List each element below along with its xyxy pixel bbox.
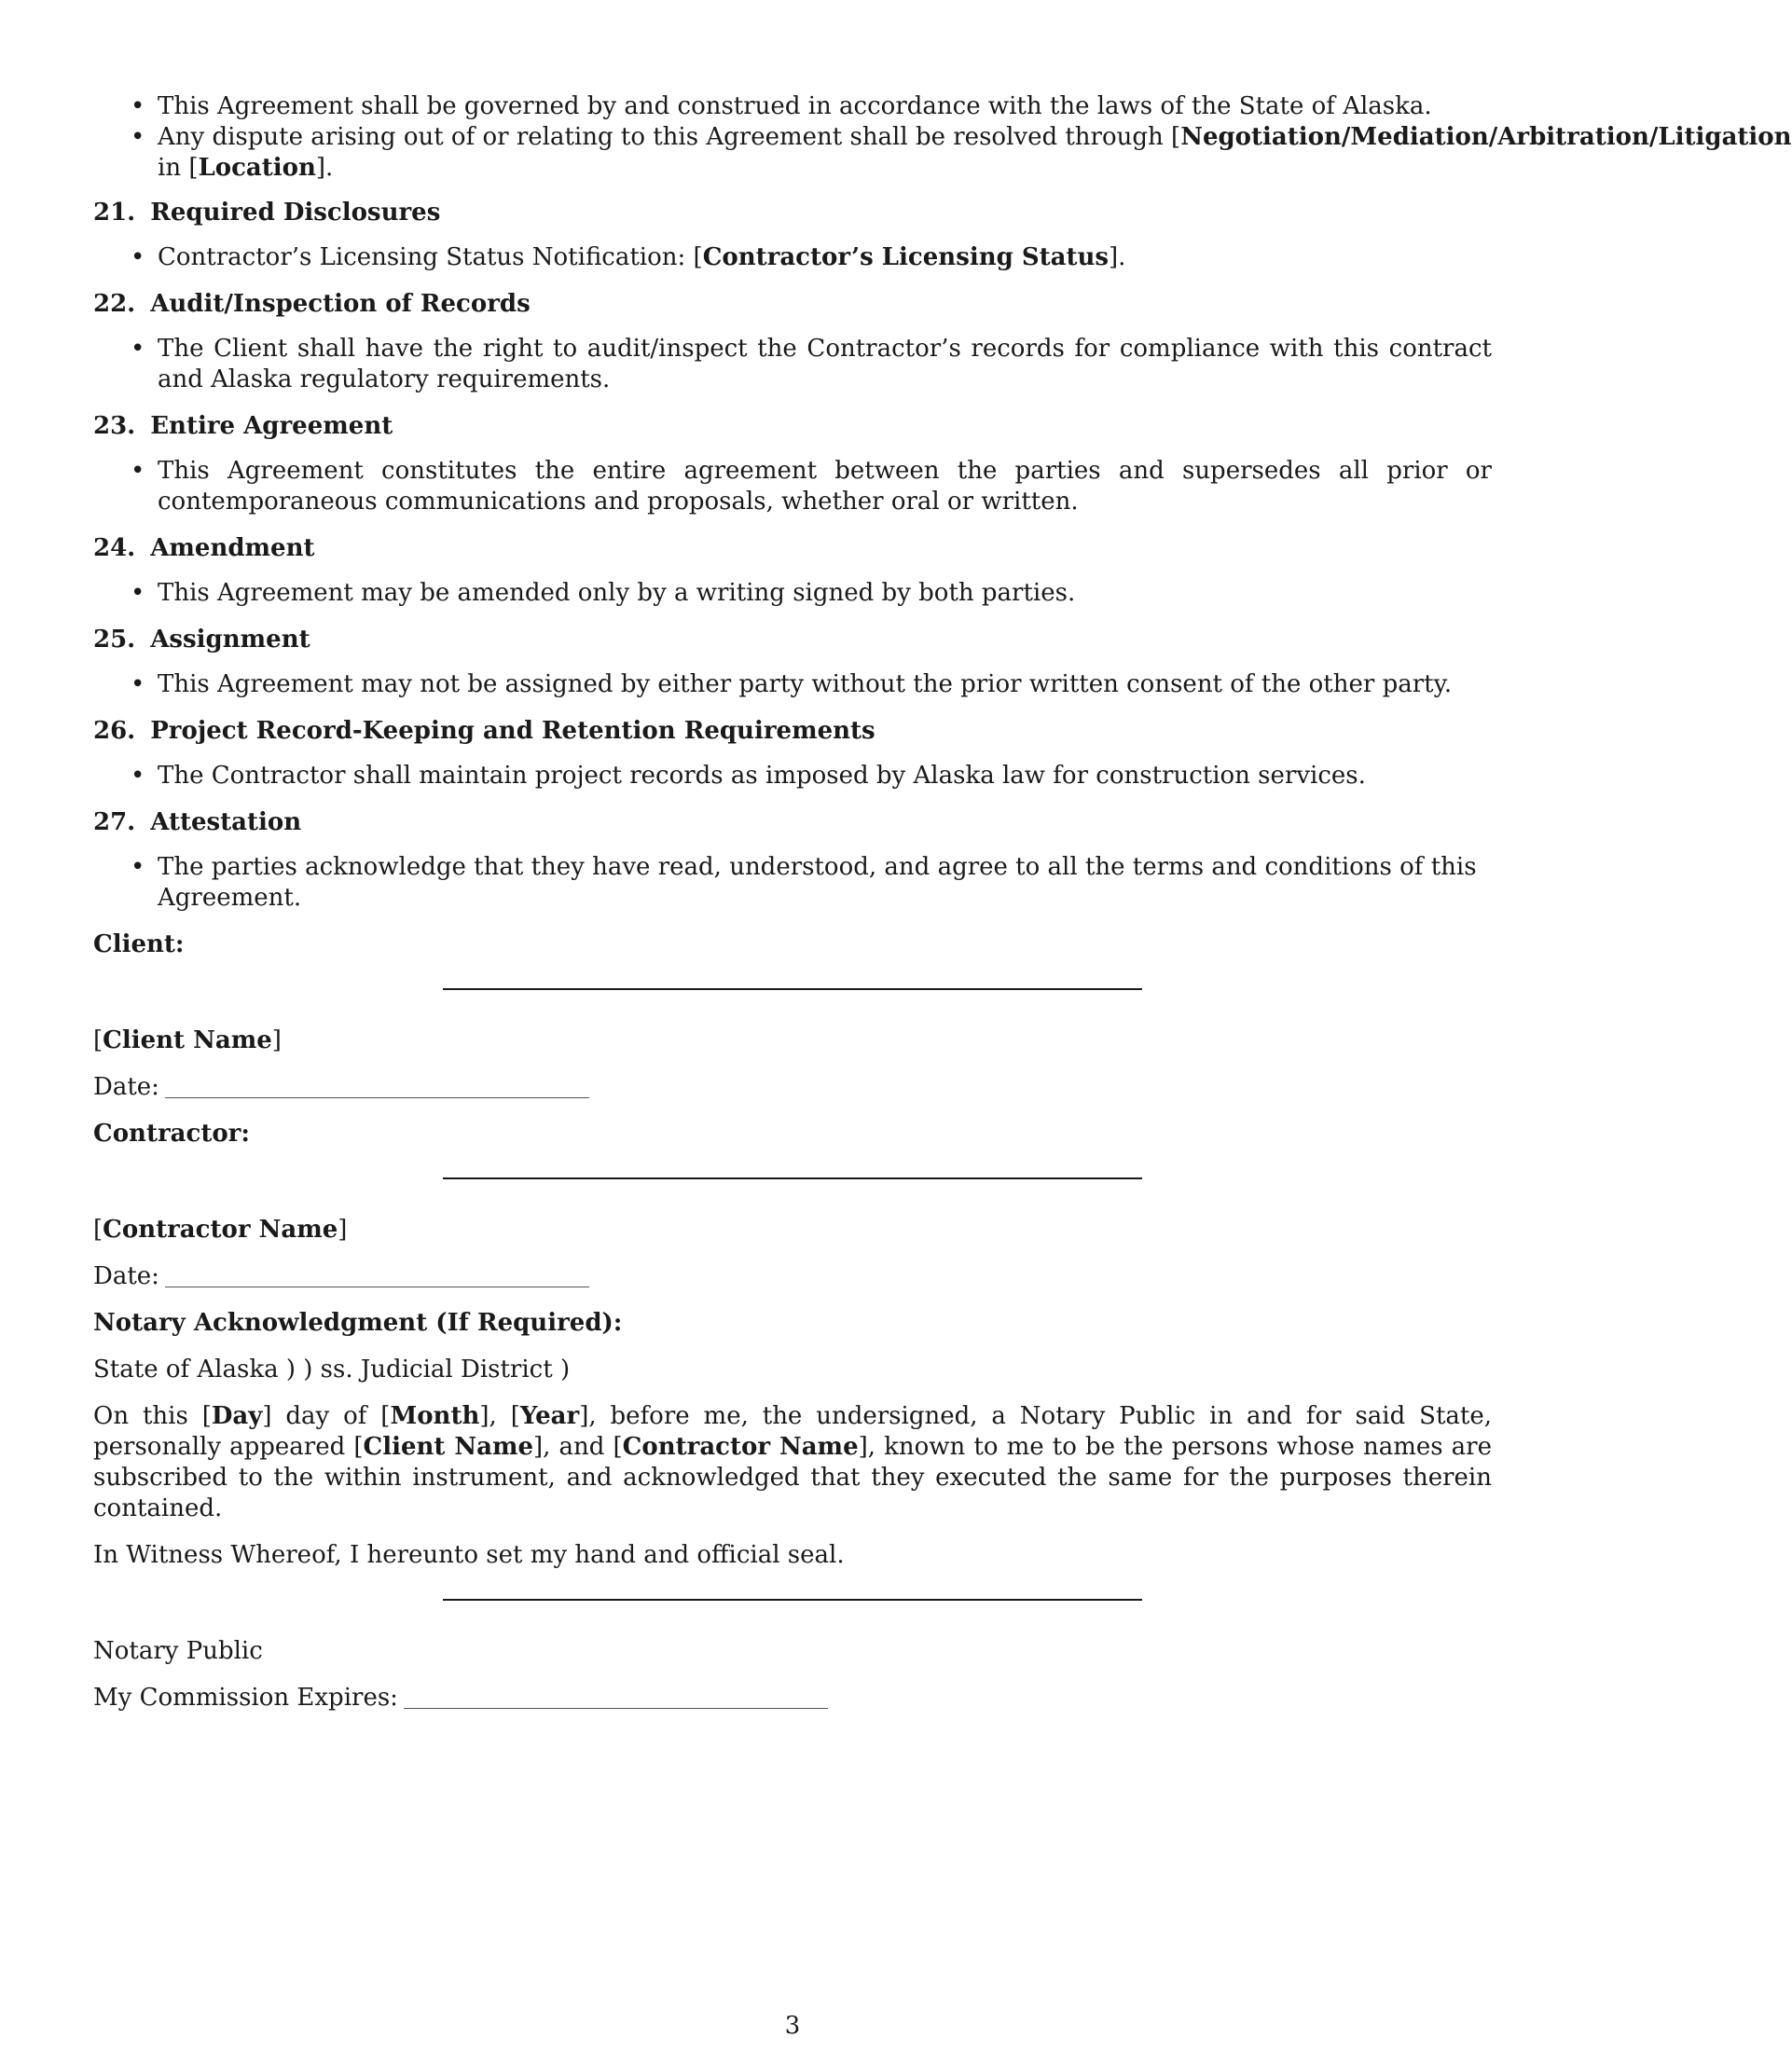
contractor-date-field[interactable] [165, 1264, 589, 1287]
section-21-heading: 21. Required Disclosures [93, 199, 441, 227]
section-22-heading: 22. Audit/Inspection of Records [93, 290, 531, 318]
section-22 [93, 289, 1492, 395]
section-27 [93, 807, 1492, 914]
notary-signature-line[interactable] [443, 1599, 1142, 1601]
dispute-resolution-item: • Any dispute arising out of or relating to this Agreement shall be resolved through [Negotiation/Mediation/Arbitration/Litigation in [Location]. [93, 122, 1492, 184]
contractor-label: Contractor: [93, 1120, 250, 1148]
governing-law-bullets [93, 91, 1792, 184]
section-27-heading: 27. Attestation [93, 808, 302, 836]
section-26 [93, 716, 1492, 791]
contractor-date-row: Date: [93, 1261, 1492, 1292]
section-23-heading: 23. Entire Agreement [93, 412, 393, 440]
month-placeholder: Month [390, 1402, 480, 1430]
page-content [93, 91, 1792, 1714]
contractor-signature-line[interactable] [443, 1177, 1142, 1179]
commission-row: My Commission Expires: [93, 1683, 1492, 1714]
section-26-heading: 26. Project Record-Keeping and Retention Requirements [93, 717, 875, 745]
location-placeholder: Location [198, 154, 316, 182]
day-placeholder: Day [211, 1402, 263, 1430]
section-22-item: • The Client shall have the right to audit/inspect the Contractor’s records for compliance with this contract and Alaska regulatory requirements. [93, 334, 1492, 395]
notary-venue: State of Alaska ) ) ss. Judicial District ) [93, 1356, 571, 1383]
client-name-placeholder: [Client Name] [93, 1026, 282, 1054]
notary-public-label: Notary Public [93, 1637, 263, 1665]
notary-paragraph: On this [Day] day of [Month], [Year], before me, the undersigned, a Notary Public in and for said State, personally appeared [Client Name], and [Contractor Name], known to me to be the persons whose names are subscribed to the within instrument, and acknowledged that they executed the same for the purposes therein contained. [93, 1402, 1493, 1522]
section-21-item: • Contractor’s Licensing Status Notification: [Contractor’s Licensing Status]. [93, 242, 1492, 273]
section-25-item: • This Agreement may not be assigned by either party without the prior written consent of the other party. [93, 669, 1492, 700]
section-24-heading: 24. Amendment [93, 534, 315, 562]
section-23 [93, 411, 1492, 517]
section-27-item: • The parties acknowledge that they have read, understood, and agree to all the terms and conditions of this Agreement. [93, 852, 1492, 914]
section-24-item: • This Agreement may be amended only by a writing signed by both parties. [93, 578, 1492, 609]
section-23-item: • This Agreement constitutes the entire agreement between the parties and supersedes all prior or contemporaneous communications and proposals, whether oral or written. [93, 456, 1492, 517]
client-date-field[interactable] [165, 1075, 589, 1098]
contractor-name-placeholder: [Contractor Name] [93, 1216, 348, 1244]
notary-client-name-placeholder: Client Name [363, 1433, 533, 1461]
dispute-method-placeholder: Negotiation/Mediation/Arbitration/Litigation [1180, 123, 1792, 151]
year-placeholder: Year [519, 1402, 580, 1430]
section-26-item: • The Contractor shall maintain project records as imposed by Alaska law for construction services. [93, 761, 1492, 791]
client-label: Client: [93, 930, 185, 958]
witness-statement: In Witness Whereof, I hereunto set my hand and official seal. [93, 1541, 845, 1569]
client-date-row: Date: [93, 1072, 1492, 1103]
client-signature-line[interactable] [443, 988, 1142, 990]
section-21 [93, 198, 1492, 273]
section-25 [93, 625, 1492, 700]
notary-contractor-name-placeholder: Contractor Name [622, 1433, 859, 1461]
governing-law-item: • This Agreement shall be governed by and construed in accordance with the laws of the State of Alaska. [93, 91, 1492, 122]
section-24 [93, 533, 1492, 609]
page-number: 3 [784, 2012, 801, 2040]
notary-heading: Notary Acknowledgment (If Required): [93, 1309, 623, 1337]
dispute-line-1: Any dispute arising out of or relating to this Agreement shall be resolved through [Negotiation/Mediation/Arbitration/Litigation [158, 123, 1792, 151]
commission-expires-field[interactable] [404, 1686, 828, 1709]
section-25-heading: 25. Assignment [93, 626, 310, 654]
licensing-status-placeholder: Contractor’s Licensing Status [702, 243, 1110, 271]
